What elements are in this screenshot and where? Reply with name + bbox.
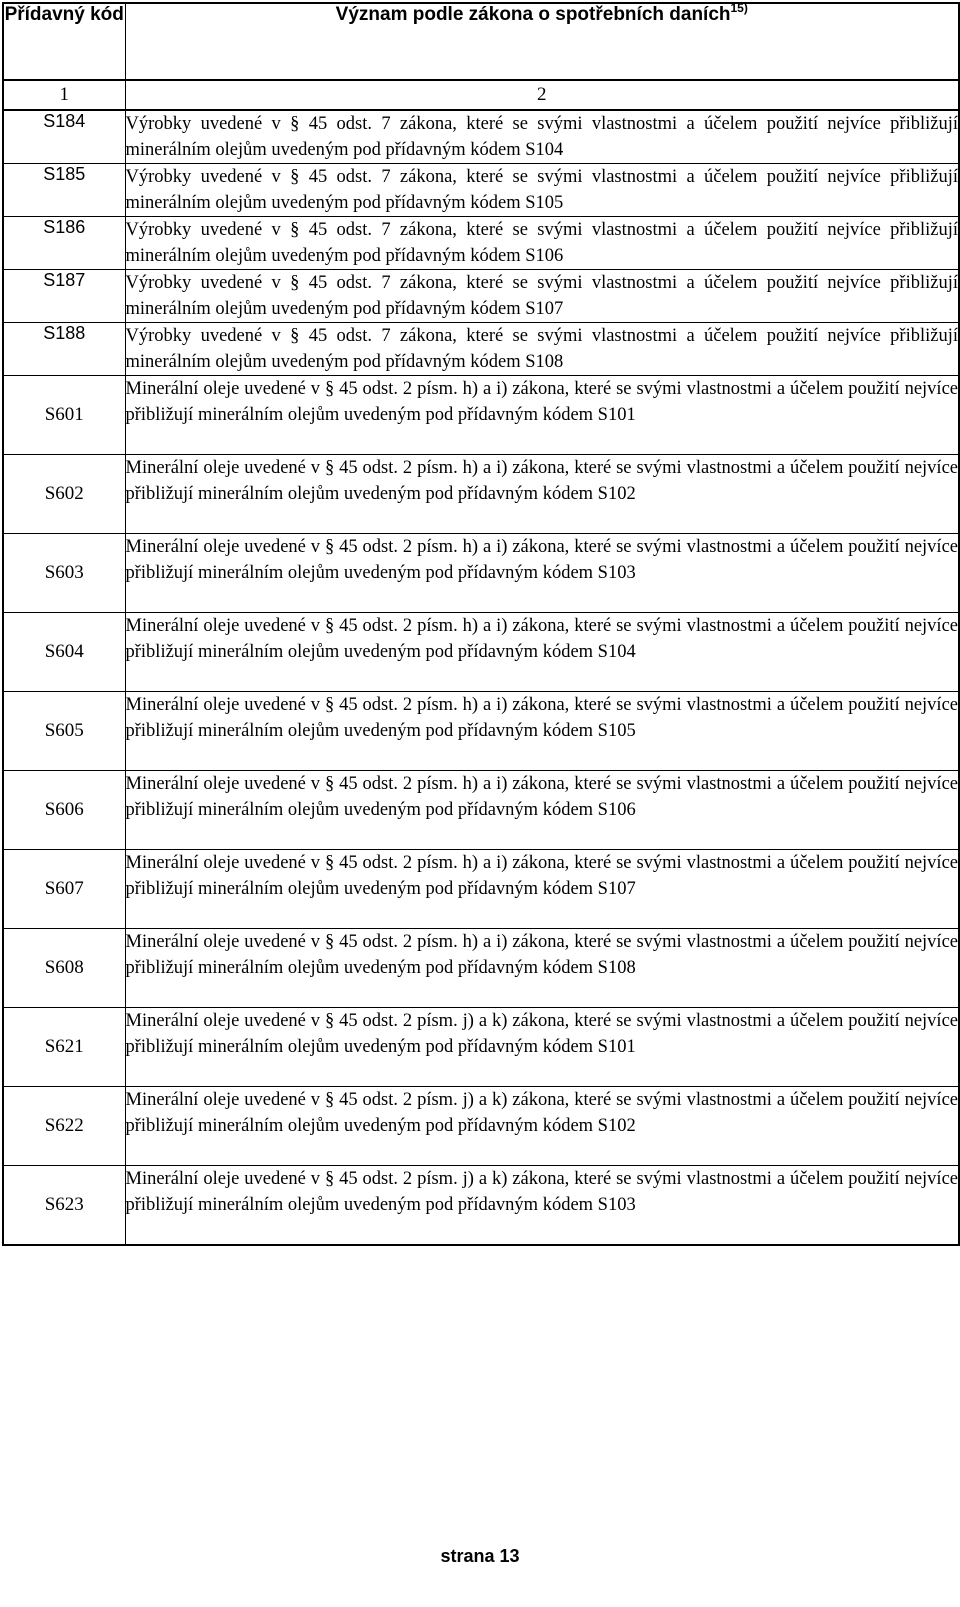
row-code: S621 <box>3 1008 125 1087</box>
table-row <box>3 455 959 534</box>
header-meaning-text: Význam podle zákona o spotřebních daních <box>335 4 731 25</box>
table-row <box>3 534 959 613</box>
row-code: S605 <box>3 692 125 771</box>
table-header-row <box>3 3 959 80</box>
row-code: S185 <box>3 164 125 217</box>
row-code: S604 <box>3 613 125 692</box>
column-number-1: 1 <box>3 80 125 110</box>
row-code: S607 <box>3 850 125 929</box>
row-text: Výrobky uvedené v § 45 odst. 7 zákona, které se svými vlastnostmi a účelem použití nejvíce přibližují minerálním olejům uvedeným pod přídavným kódem S105 <box>125 164 959 217</box>
row-code: S188 <box>3 323 125 376</box>
row-text: Minerální oleje uvedené v § 45 odst. 2 písm. j) a k) zákona, které se svými vlastnostmi a účelem použití nejvíce přibližují minerálním olejům uvedeným pod přídavným kódem S101 <box>125 1008 959 1087</box>
row-text: Minerální oleje uvedené v § 45 odst. 2 písm. h) a i) zákona, které se svými vlastnostmi a účelem použití nejvíce přibližují minerálním olejům uvedeným pod přídavným kódem S102 <box>125 455 959 534</box>
table-row <box>3 323 959 376</box>
row-text: Výrobky uvedené v § 45 odst. 7 zákona, které se svými vlastnostmi a účelem použití nejvíce přibližují minerálním olejům uvedeným pod přídavným kódem S106 <box>125 217 959 270</box>
column-number-2: 2 <box>125 80 959 110</box>
table-row <box>3 771 959 850</box>
column-number-row <box>3 80 959 110</box>
header-footnote-ref: 15) <box>730 1 748 15</box>
row-code: S601 <box>3 376 125 455</box>
row-text: Minerální oleje uvedené v § 45 odst. 2 písm. h) a i) zákona, které se svými vlastnostmi a účelem použití nejvíce přibližují minerálním olejům uvedeným pod přídavným kódem S107 <box>125 850 959 929</box>
row-code: S606 <box>3 771 125 850</box>
table-row <box>3 1008 959 1087</box>
row-text: Minerální oleje uvedené v § 45 odst. 2 písm. h) a i) zákona, které se svými vlastnostmi a účelem použití nejvíce přibližují minerálním olejům uvedeným pod přídavným kódem S108 <box>125 929 959 1008</box>
row-code: S186 <box>3 217 125 270</box>
table-row <box>3 110 959 164</box>
row-text: Minerální oleje uvedené v § 45 odst. 2 písm. h) a i) zákona, které se svými vlastnostmi a účelem použití nejvíce přibližují minerálním olejům uvedeným pod přídavným kódem S106 <box>125 771 959 850</box>
row-code: S623 <box>3 1166 125 1246</box>
table-row <box>3 217 959 270</box>
table-row <box>3 929 959 1008</box>
row-text: Minerální oleje uvedené v § 45 odst. 2 písm. h) a i) zákona, které se svými vlastnostmi a účelem použití nejvíce přibližují minerálním olejům uvedeným pod přídavným kódem S101 <box>125 376 959 455</box>
row-code: S603 <box>3 534 125 613</box>
row-code: S622 <box>3 1087 125 1166</box>
row-text: Minerální oleje uvedené v § 45 odst. 2 písm. j) a k) zákona, které se svými vlastnostmi a účelem použití nejvíce přibližují minerálním olejům uvedeným pod přídavným kódem S102 <box>125 1087 959 1166</box>
table-row <box>3 1087 959 1166</box>
table-row <box>3 270 959 323</box>
additional-codes-table <box>2 2 960 1246</box>
row-text: Minerální oleje uvedené v § 45 odst. 2 písm. h) a i) zákona, které se svými vlastnostmi a účelem použití nejvíce přibližují minerálním olejům uvedeným pod přídavným kódem S105 <box>125 692 959 771</box>
row-code: S187 <box>3 270 125 323</box>
row-text: Výrobky uvedené v § 45 odst. 7 zákona, které se svými vlastnostmi a účelem použití nejvíce přibližují minerálním olejům uvedeným pod přídavným kódem S104 <box>125 110 959 164</box>
page-number: strana 13 <box>440 1546 520 1566</box>
row-code: S608 <box>3 929 125 1008</box>
table-row <box>3 164 959 217</box>
row-code: S602 <box>3 455 125 534</box>
row-text: Minerální oleje uvedené v § 45 odst. 2 písm. h) a i) zákona, které se svými vlastnostmi a účelem použití nejvíce přibližují minerálním olejům uvedeným pod přídavným kódem S103 <box>125 534 959 613</box>
table-row <box>3 850 959 929</box>
header-meaning <box>125 3 959 80</box>
table-row <box>3 376 959 455</box>
row-text: Minerální oleje uvedené v § 45 odst. 2 písm. j) a k) zákona, které se svými vlastnostmi a účelem použití nejvíce přibližují minerálním olejům uvedeným pod přídavným kódem S103 <box>125 1166 959 1246</box>
table-row <box>3 1166 959 1246</box>
row-text: Výrobky uvedené v § 45 odst. 7 zákona, které se svými vlastnostmi a účelem použití nejvíce přibližují minerálním olejům uvedeným pod přídavným kódem S107 <box>125 270 959 323</box>
table-row <box>3 613 959 692</box>
header-code: Přídavný kód <box>3 3 125 80</box>
table-row <box>3 692 959 771</box>
row-text: Minerální oleje uvedené v § 45 odst. 2 písm. h) a i) zákona, které se svými vlastnostmi a účelem použití nejvíce přibližují minerálním olejům uvedeným pod přídavným kódem S104 <box>125 613 959 692</box>
row-text: Výrobky uvedené v § 45 odst. 7 zákona, které se svými vlastnostmi a účelem použití nejvíce přibližují minerálním olejům uvedeným pod přídavným kódem S108 <box>125 323 959 376</box>
row-code: S184 <box>3 110 125 164</box>
